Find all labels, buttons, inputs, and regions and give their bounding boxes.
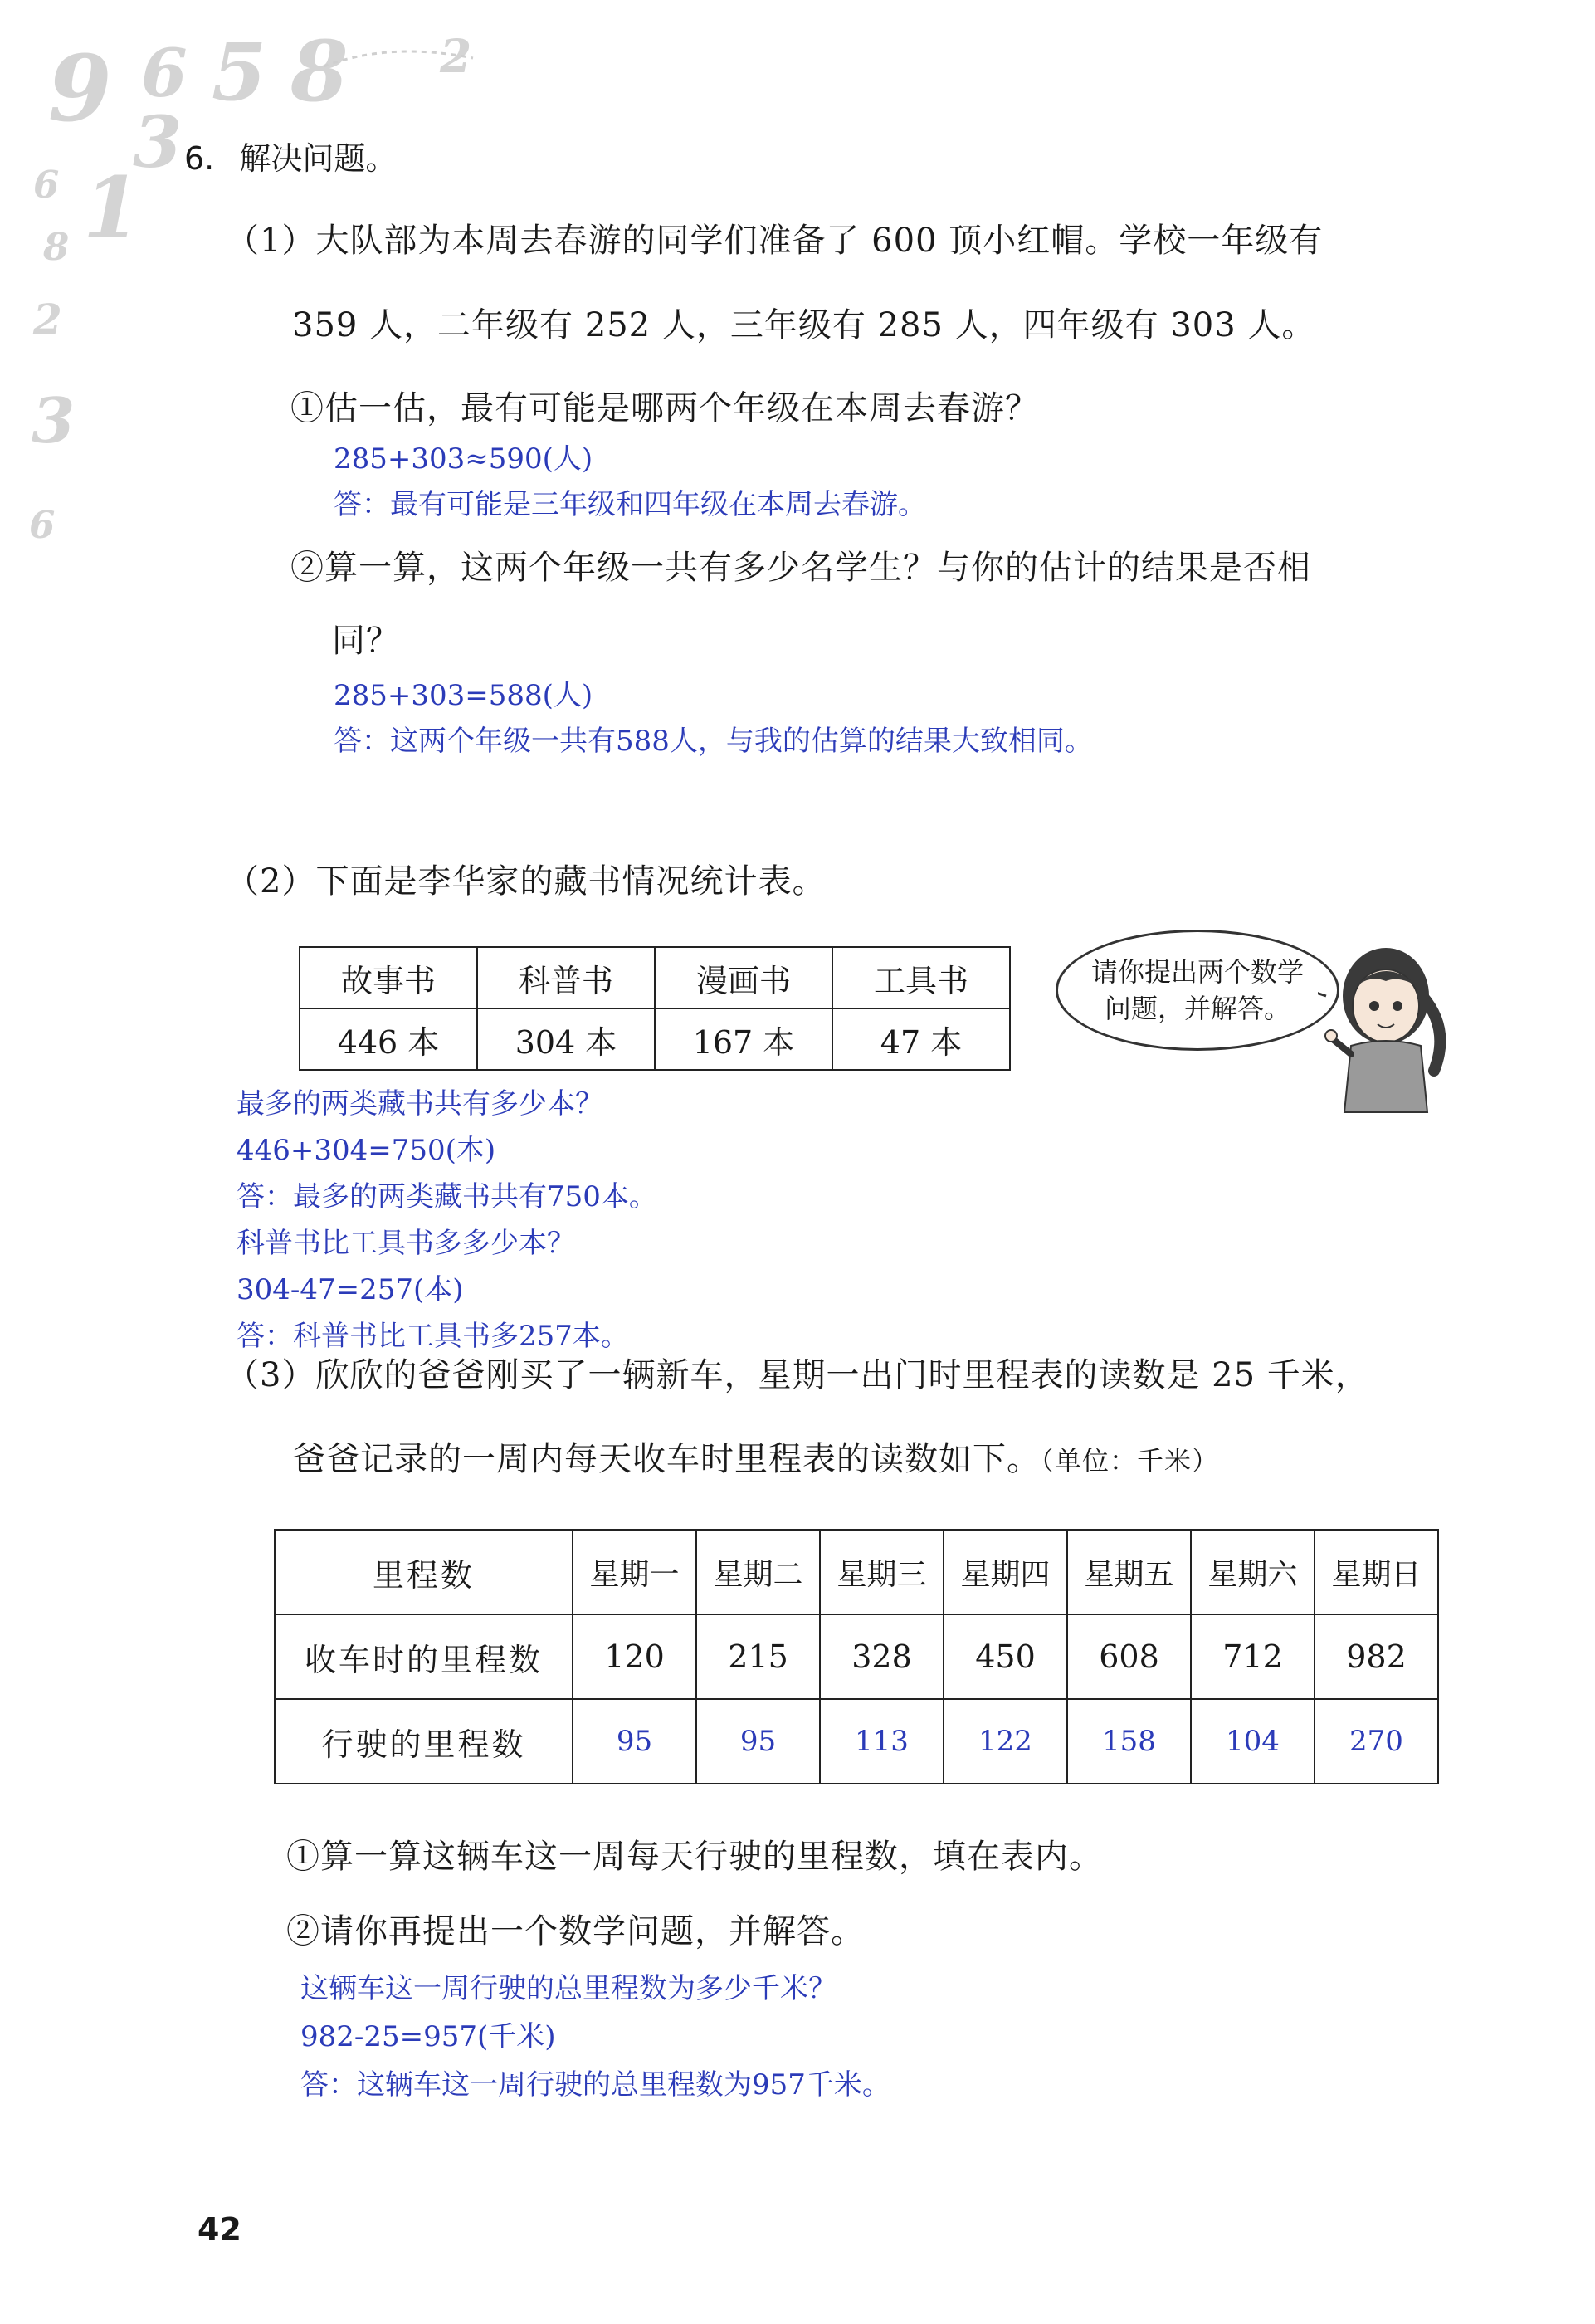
part3-sub1: ①算一算这辆车这一周每天行驶的里程数，填在表内。	[286, 1838, 1103, 1876]
day-header: 星期五	[1067, 1530, 1191, 1614]
odometer-row	[275, 1614, 1438, 1699]
part1-sub2-answer-calc: 285+303=588(人)	[334, 679, 593, 712]
day-header: 星期六	[1191, 1530, 1315, 1614]
odometer-row-label: 收车时的里程数	[275, 1614, 573, 1699]
book-table-header: 故事书	[300, 947, 477, 1008]
day-header: 星期四	[944, 1530, 1067, 1614]
deco-digit: 2	[33, 295, 62, 344]
distance-cell: 104	[1191, 1699, 1315, 1784]
odometer-cell: 120	[573, 1614, 696, 1699]
page-number: 42	[198, 2211, 241, 2248]
deco-digit: 6	[141, 34, 188, 112]
book-table-cell: 167 本	[655, 1008, 832, 1070]
deco-digit: 9	[48, 35, 112, 142]
odometer-cell: 712	[1191, 1614, 1315, 1699]
part1-label: （1）	[226, 222, 316, 260]
part3-line2	[292, 1433, 1219, 1480]
part1-sub2-prompt-line1: ②算一算，这两个年级一共有多少名学生？与你的估计的结果是否相	[290, 549, 1311, 587]
day-header: 星期日	[1315, 1530, 1438, 1614]
odometer-cell: 982	[1315, 1614, 1438, 1699]
part2-answer-calc1: 446+304=750(本)	[237, 1134, 496, 1167]
part2-text: 下面是李华家的藏书情况统计表。	[315, 862, 827, 901]
part1-sub1-answer-calc: 285+303≈590(人)	[334, 442, 593, 476]
deco-digit: 6	[33, 163, 60, 207]
book-table-value-row	[300, 1008, 1010, 1070]
deco-digit: 8	[43, 225, 70, 269]
deco-digit: 8	[290, 22, 349, 120]
odometer-cell: 450	[944, 1614, 1067, 1699]
distance-cell: 158	[1067, 1699, 1191, 1784]
day-header: 星期二	[696, 1530, 820, 1614]
odometer-cell: 215	[696, 1614, 820, 1699]
deco-digit: 3	[32, 384, 76, 457]
part3-text-line1: 欣欣的爸爸刚买了一辆新车，星期一出门时里程表的读数是 25 千米，	[315, 1356, 1369, 1394]
part2-answer-q2: 科普书比工具书多多少本？	[237, 1227, 575, 1260]
part3-line1	[226, 1349, 1369, 1396]
speech-bubble-line2: 问题，并解答。	[1104, 993, 1290, 1024]
book-table-cell: 47 本	[832, 1008, 1010, 1070]
day-header: 星期三	[820, 1530, 944, 1614]
book-table-header: 工具书	[832, 947, 1010, 1008]
mileage-corner: 里程数	[275, 1530, 573, 1614]
distance-cell: 95	[696, 1699, 820, 1784]
mileage-header-row	[275, 1530, 1438, 1614]
deco-digit: 3	[133, 101, 183, 184]
book-table-header: 漫画书	[655, 947, 832, 1008]
part1-line1	[226, 214, 1323, 261]
speech-bubble	[1056, 930, 1339, 1051]
distance-cell: 270	[1315, 1699, 1438, 1784]
part1-sub1-answer-text: 答：最有可能是三年级和四年级在本周去春游。	[334, 488, 926, 521]
part3-sub2: ②请你再提出一个数学问题，并解答。	[286, 1912, 865, 1950]
question-title: 解决问题。	[239, 140, 398, 177]
part1-sub2-prompt-line2: 同？	[332, 622, 400, 660]
part3-label: （3）	[226, 1356, 316, 1394]
odometer-cell: 608	[1067, 1614, 1191, 1699]
part3-answer-text: 答：这辆车这一周行驶的总里程数为957千米。	[300, 2068, 890, 2102]
deco-digit: 2	[440, 29, 472, 83]
part1-sub2-answer-text: 答：这两个年级一共有588人，与我的估算的结果大致相同。	[334, 725, 1093, 758]
part3-answer-q: 这辆车这一周行驶的总里程数为多少千米？	[300, 1972, 837, 2005]
book-table-header-row	[300, 947, 1010, 1008]
book-table-cell: 304 本	[477, 1008, 655, 1070]
question-number: 6.	[184, 140, 215, 177]
distance-cell: 122	[944, 1699, 1067, 1784]
part2-line	[226, 855, 826, 902]
part3-text-line2: 爸爸记录的一周内每天收车时里程表的读数如下。	[292, 1440, 1041, 1478]
part2-answer-text2: 答：科普书比工具书多257本。	[237, 1320, 629, 1353]
deco-curve	[315, 29, 481, 83]
part1-sub1-prompt: ①估一估，最有可能是哪两个年级在本周去春游？	[290, 389, 1039, 427]
speech-bubble-line1: 请你提出两个数学	[1090, 956, 1304, 988]
book-table-header: 科普书	[477, 947, 655, 1008]
day-header: 星期一	[573, 1530, 696, 1614]
book-table-cell: 446 本	[300, 1008, 477, 1070]
distance-cell: 113	[820, 1699, 944, 1784]
question-header	[184, 133, 397, 178]
deco-digit: 1	[83, 159, 141, 256]
distance-row-label: 行驶的里程数	[275, 1699, 573, 1784]
girl-illustration	[1318, 938, 1459, 1120]
part1-text-line2: 359 人，二年级有 252 人，三年级有 285 人，四年级有 303 人。	[292, 306, 1316, 344]
odometer-cell: 328	[820, 1614, 944, 1699]
deco-digit: 6	[29, 503, 56, 547]
part2-label: （2）	[226, 862, 316, 901]
part2-answer-q1: 最多的两类藏书共有多少本？	[237, 1087, 603, 1120]
part1-text-line1: 大队部为本周去春游的同学们准备了 600 顶小红帽。学校一年级有	[315, 222, 1324, 260]
part3-answer-calc: 982-25=957(千米)	[300, 2020, 556, 2053]
deco-digit: 5	[212, 27, 267, 119]
book-table	[299, 946, 1011, 1071]
distance-cell: 95	[573, 1699, 696, 1784]
mileage-table	[274, 1529, 1439, 1784]
part2-answer-text1: 答：最多的两类藏书共有750本。	[237, 1180, 657, 1213]
distance-row	[275, 1699, 1438, 1784]
part2-answer-calc2: 304-47=257(本)	[237, 1273, 464, 1306]
unit-note: （单位：千米）	[1041, 1445, 1220, 1477]
